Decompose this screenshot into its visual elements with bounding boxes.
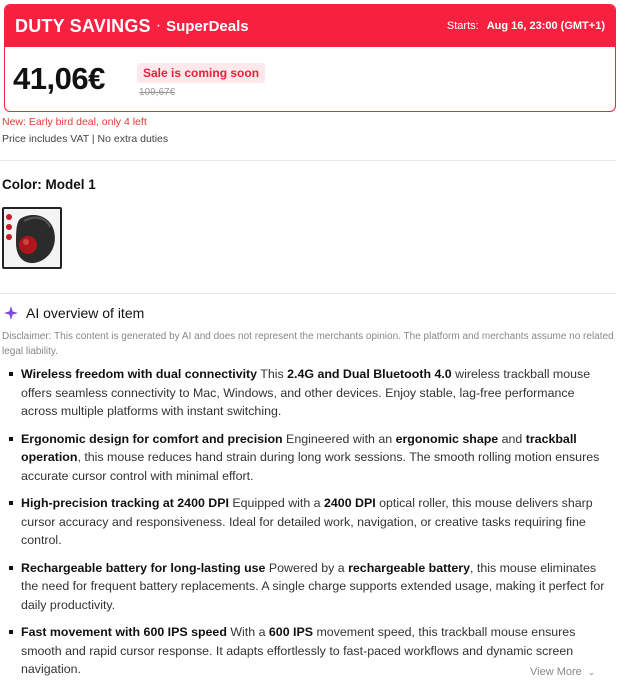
- feature-text: optical roller, this mouse delivers sharp cursor accuracy and responsiveness. Ideal for detailed work, navigation, or creative tasks requiring fine control.: [21, 496, 593, 547]
- feature-highlight: Rechargeable battery for long-lasting use: [21, 560, 266, 575]
- ai-disclaimer: Disclaimer: This content is generated by AI and does not represent the merchants opinion. The platform and merchants assume no related legal liability.: [2, 331, 614, 357]
- feature-text: Engineered with an: [282, 431, 396, 446]
- feature-text: , this mouse eliminates the need for frequent battery replacements. A single charge supports extended usage, making it perfect for daily productivity.: [21, 560, 605, 612]
- feature-highlight: High-precision tracking at 2400 DPI: [21, 496, 229, 510]
- feature-highlight: Ergonomic design for comfort and precision: [21, 431, 283, 446]
- feature-text: Equipped with a: [228, 496, 325, 510]
- feature-highlight: trackball operation: [21, 431, 577, 464]
- feature-highlight: Wireless freedom with dual connectivity: [21, 367, 258, 381]
- feature-list: [8, 365, 614, 688]
- feature-text: wireless trackball mouse offers seamless connectivity to Mac, Windows, and other devices. Enjoy stable, lag-free performance across multiple platforms with instant switching.: [21, 367, 591, 418]
- feature-highlight: 2400 DPI: [324, 496, 376, 510]
- feature-highlight: 600 IPS: [268, 625, 313, 639]
- feature-item: [8, 430, 614, 486]
- feature-text: and: [498, 431, 526, 446]
- early-bird-notice: New: Early bird deal, only 4 left: [2, 116, 147, 128]
- feature-text: Powered by a: [265, 560, 349, 575]
- feature-highlight: rechargeable battery: [348, 560, 470, 575]
- feature-item: [8, 623, 614, 679]
- deal-starts-time: Aug 16, 23:00 (GMT+1): [486, 20, 605, 32]
- sparkle-icon: [4, 306, 18, 320]
- feature-item: [8, 365, 614, 421]
- feature-text: This: [257, 367, 288, 381]
- chevron-down-icon: ⌄: [587, 666, 596, 677]
- feature-highlight: 2.4G and Dual Bluetooth 4.0: [287, 367, 452, 381]
- feature-text: , this mouse reduces hand strain during long work sessions. The smooth rolling motion ensures accurate cursor control with minimal effort.: [21, 450, 600, 483]
- deal-header: [5, 5, 615, 47]
- color-label: Color: Model 1: [2, 177, 96, 192]
- original-price: 109,67€: [139, 87, 176, 98]
- deal-start-time: [447, 20, 605, 32]
- deal-separator: ·: [155, 17, 162, 34]
- deal-brand: DUTY SAVINGS: [15, 15, 151, 36]
- deal-body: [5, 47, 615, 112]
- trackball-mouse-thumbnail: [4, 209, 60, 267]
- sale-coming-soon-badge: Sale is coming soon: [137, 63, 265, 83]
- feature-text: With a: [226, 625, 269, 639]
- feature-text: movement speed, this trackball mouse ensures smooth and rapid cursor response. It adapts effortlessly to fast-paced workflows and dynamic screen navigation.: [21, 625, 576, 676]
- divider: [0, 160, 616, 161]
- superdeals-banner: [4, 4, 616, 112]
- view-more-label: View More: [530, 666, 582, 678]
- color-option-model-1[interactable]: [2, 207, 62, 269]
- feature-item: [8, 559, 614, 615]
- deal-starts-label: Starts:: [446, 20, 479, 32]
- deal-subtitle: SuperDeals: [166, 17, 249, 35]
- divider: [0, 293, 616, 294]
- view-more-button[interactable]: [530, 666, 595, 678]
- current-price: 41,06€: [13, 61, 105, 96]
- feature-item: [8, 494, 614, 550]
- ai-overview-heading: [4, 305, 144, 321]
- vat-notice: Price includes VAT | No extra duties: [2, 133, 169, 145]
- feature-highlight: ergonomic shape: [395, 431, 499, 446]
- feature-highlight: Fast movement with 600 IPS speed: [21, 625, 227, 639]
- ai-overview-title: AI overview of item: [26, 305, 145, 321]
